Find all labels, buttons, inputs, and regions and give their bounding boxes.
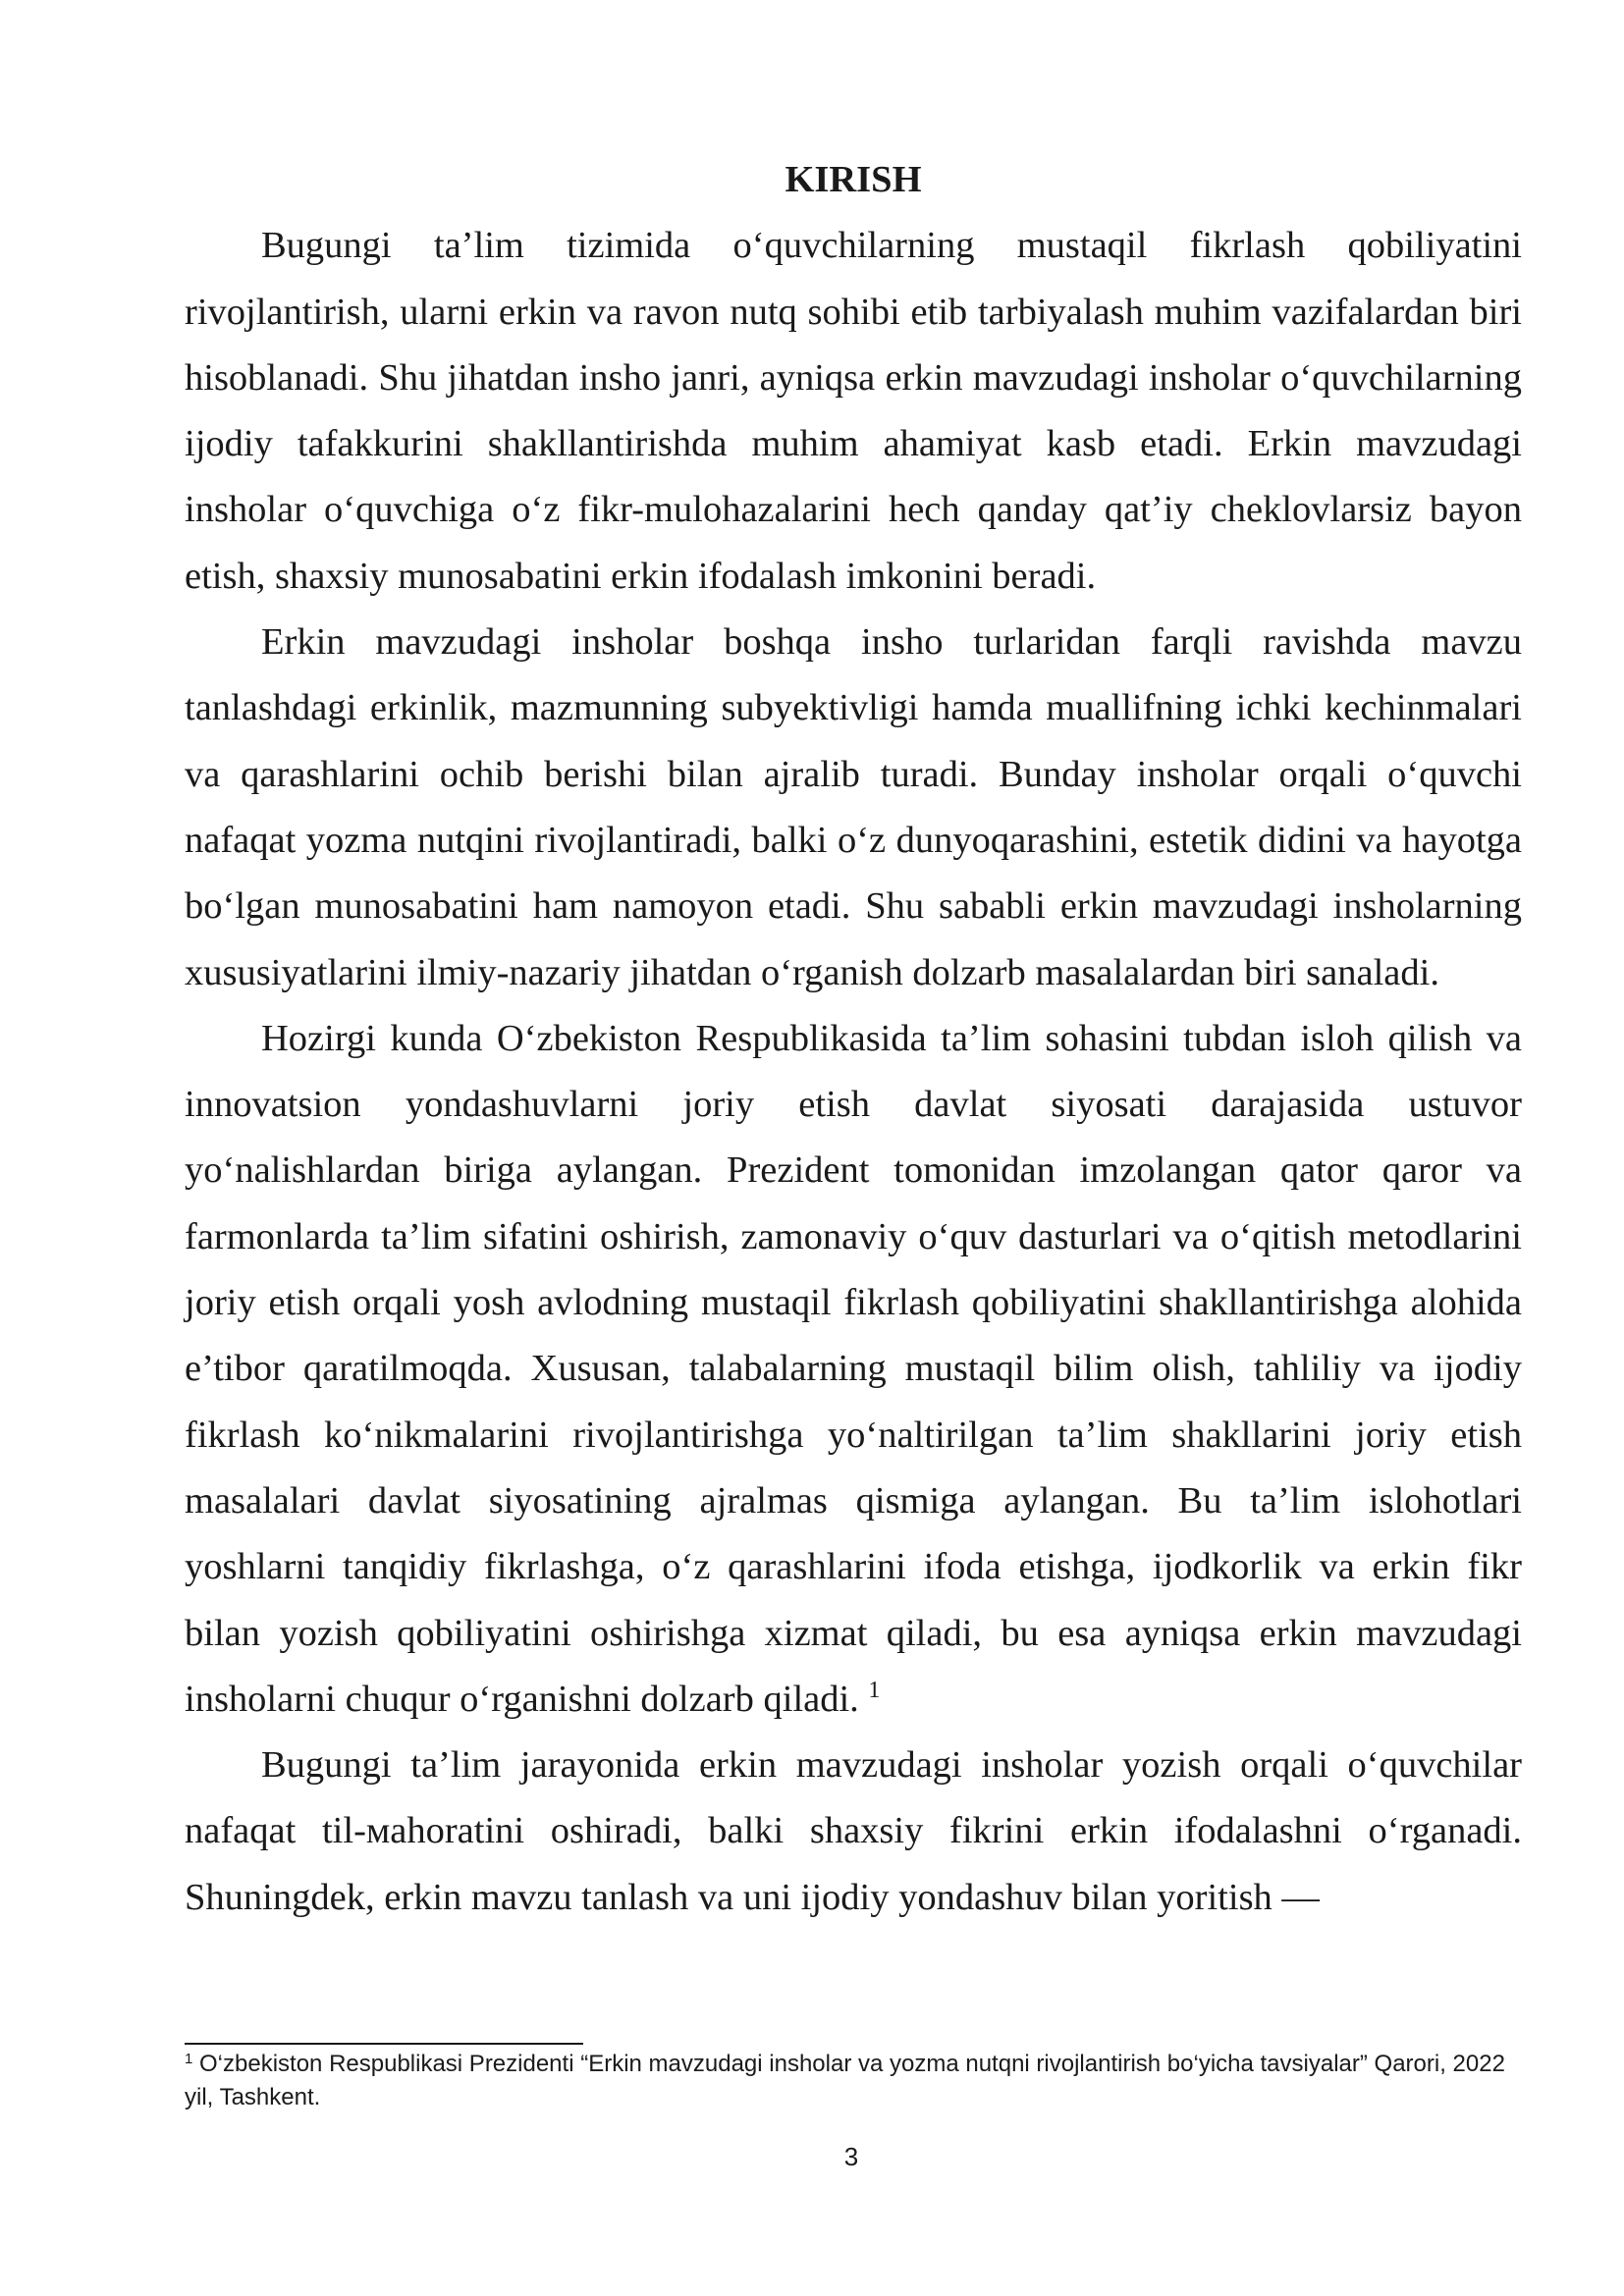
paragraph-1-text: Bugungi ta’lim tizimida o‘quvchilarning mustaqil fikrlash qobiliyatini rivojlantirish, ularni erkin va ravon nutq sohibi etib tarbiyalash muhim vazifalardan biri hisoblanadi. Shu jihatdan insho janri, ayniqsa erkin mavzudagi insholar o‘quvchilarning ijodiy tafakkurini shakllantirishda muhim ahamiyat kasb etadi. Erkin mavzudagi insholar o‘quvchiga o‘z fikr-mulohazalarini hech qanday qat’iy cheklovlarsiz bayon etish, shaxsiy munosabatini erkin ifodalash imkonini beradi. — [185, 225, 1522, 597]
footnote-mark: 1 — [185, 2051, 193, 2067]
paragraph-1 — [185, 213, 1522, 610]
footnote — [185, 2048, 1522, 2114]
paragraph-2-text: Erkin mavzudagi insholar boshqa insho turlaridan farqli ravishda mavzu tanlashdagi erkinlik, mazmunning subyektivligi hamda muallifning ichki kechinmalari va qarashlarini ochib berishi bilan ajralib turadi. Bunday insholar orqali o‘quvchi nafaqat yozma nutqini rivojlantiradi, balki o‘z dunyoqarashini, estetik didini va hayotga bo‘lgan munosabatini ham namoyon etadi. Shu sababli erkin mavzudagi insholarning xususiyatlarini ilmiy-nazariy jihatdan o‘rganish dolzarb masalalardan biri sanaladi. — [185, 621, 1522, 993]
paragraph-2 — [185, 610, 1522, 1006]
footnote-reference[interactable]: 1 — [868, 1677, 881, 1703]
footnote-separator — [185, 2043, 583, 2045]
footnote-text: O‘zbekiston Respublikasi Prezidenti “Erkin mavzudagi insholar va yozma nutqni rivojlantirish bo‘yicha tavsiyalar” Qarori, 2022 yil, Tashkent. — [185, 2051, 1505, 2110]
page-number: 3 — [843, 2142, 859, 2171]
paragraph-4 — [185, 1733, 1522, 1931]
body-text — [185, 147, 1522, 1931]
section-heading: KIRISH — [785, 159, 922, 200]
paragraph-3-text: Hozirgi kunda O‘zbekiston Respublikasida ta’lim sohasini tubdan isloh qilish va innovatsion yondashuvlarni joriy etish davlat siyosati darajasida ustuvor yo‘nalishlardan biriga aylangan. Prezident tomonidan imzolangan qator qaror va farmonlarda ta’lim sifatini oshirish, zamonaviy o‘quv dasturlari va o‘qitish metodlarini joriy etish orqali yosh avlodning mustaqil fikrlash qobiliyatini shakllantirishga alohida e’tibor qaratilmoqda. Xususan, talabalarning mustaqil bilim olish, tahliliy va ijodiy fikrlash ko‘nikmalarini rivojlantirishga yo‘naltirilgan ta’lim shakllarini joriy etish masalalari davlat siyosatining ajralmas qismiga aylangan. Bu ta’lim islohotlari yoshlarni tanqidiy fikrlashga, o‘z qarashlarini ifoda etishga, ijodkorlik va erkin fikr bilan yozish qobiliyatini oshirishga xizmat qiladi, bu esa ayniqsa erkin mavzudagi insholarni chuqur o‘rganishni dolzarb qiladi. — [185, 1017, 1522, 1720]
paragraph-4-text: Bugungi ta’lim jarayonida erkin mavzudagi insholar yozish orqali o‘quvchilar nafaqat til-мahoratini oshiradi, balki shaxsiy fikrini erkin ifodalashni o‘rganadi. Shuningdek, erkin mavzu tanlash va uni ijodiy yondashuv bilan yoritish — — [185, 1744, 1522, 1918]
paragraph-3 — [185, 1006, 1522, 1733]
